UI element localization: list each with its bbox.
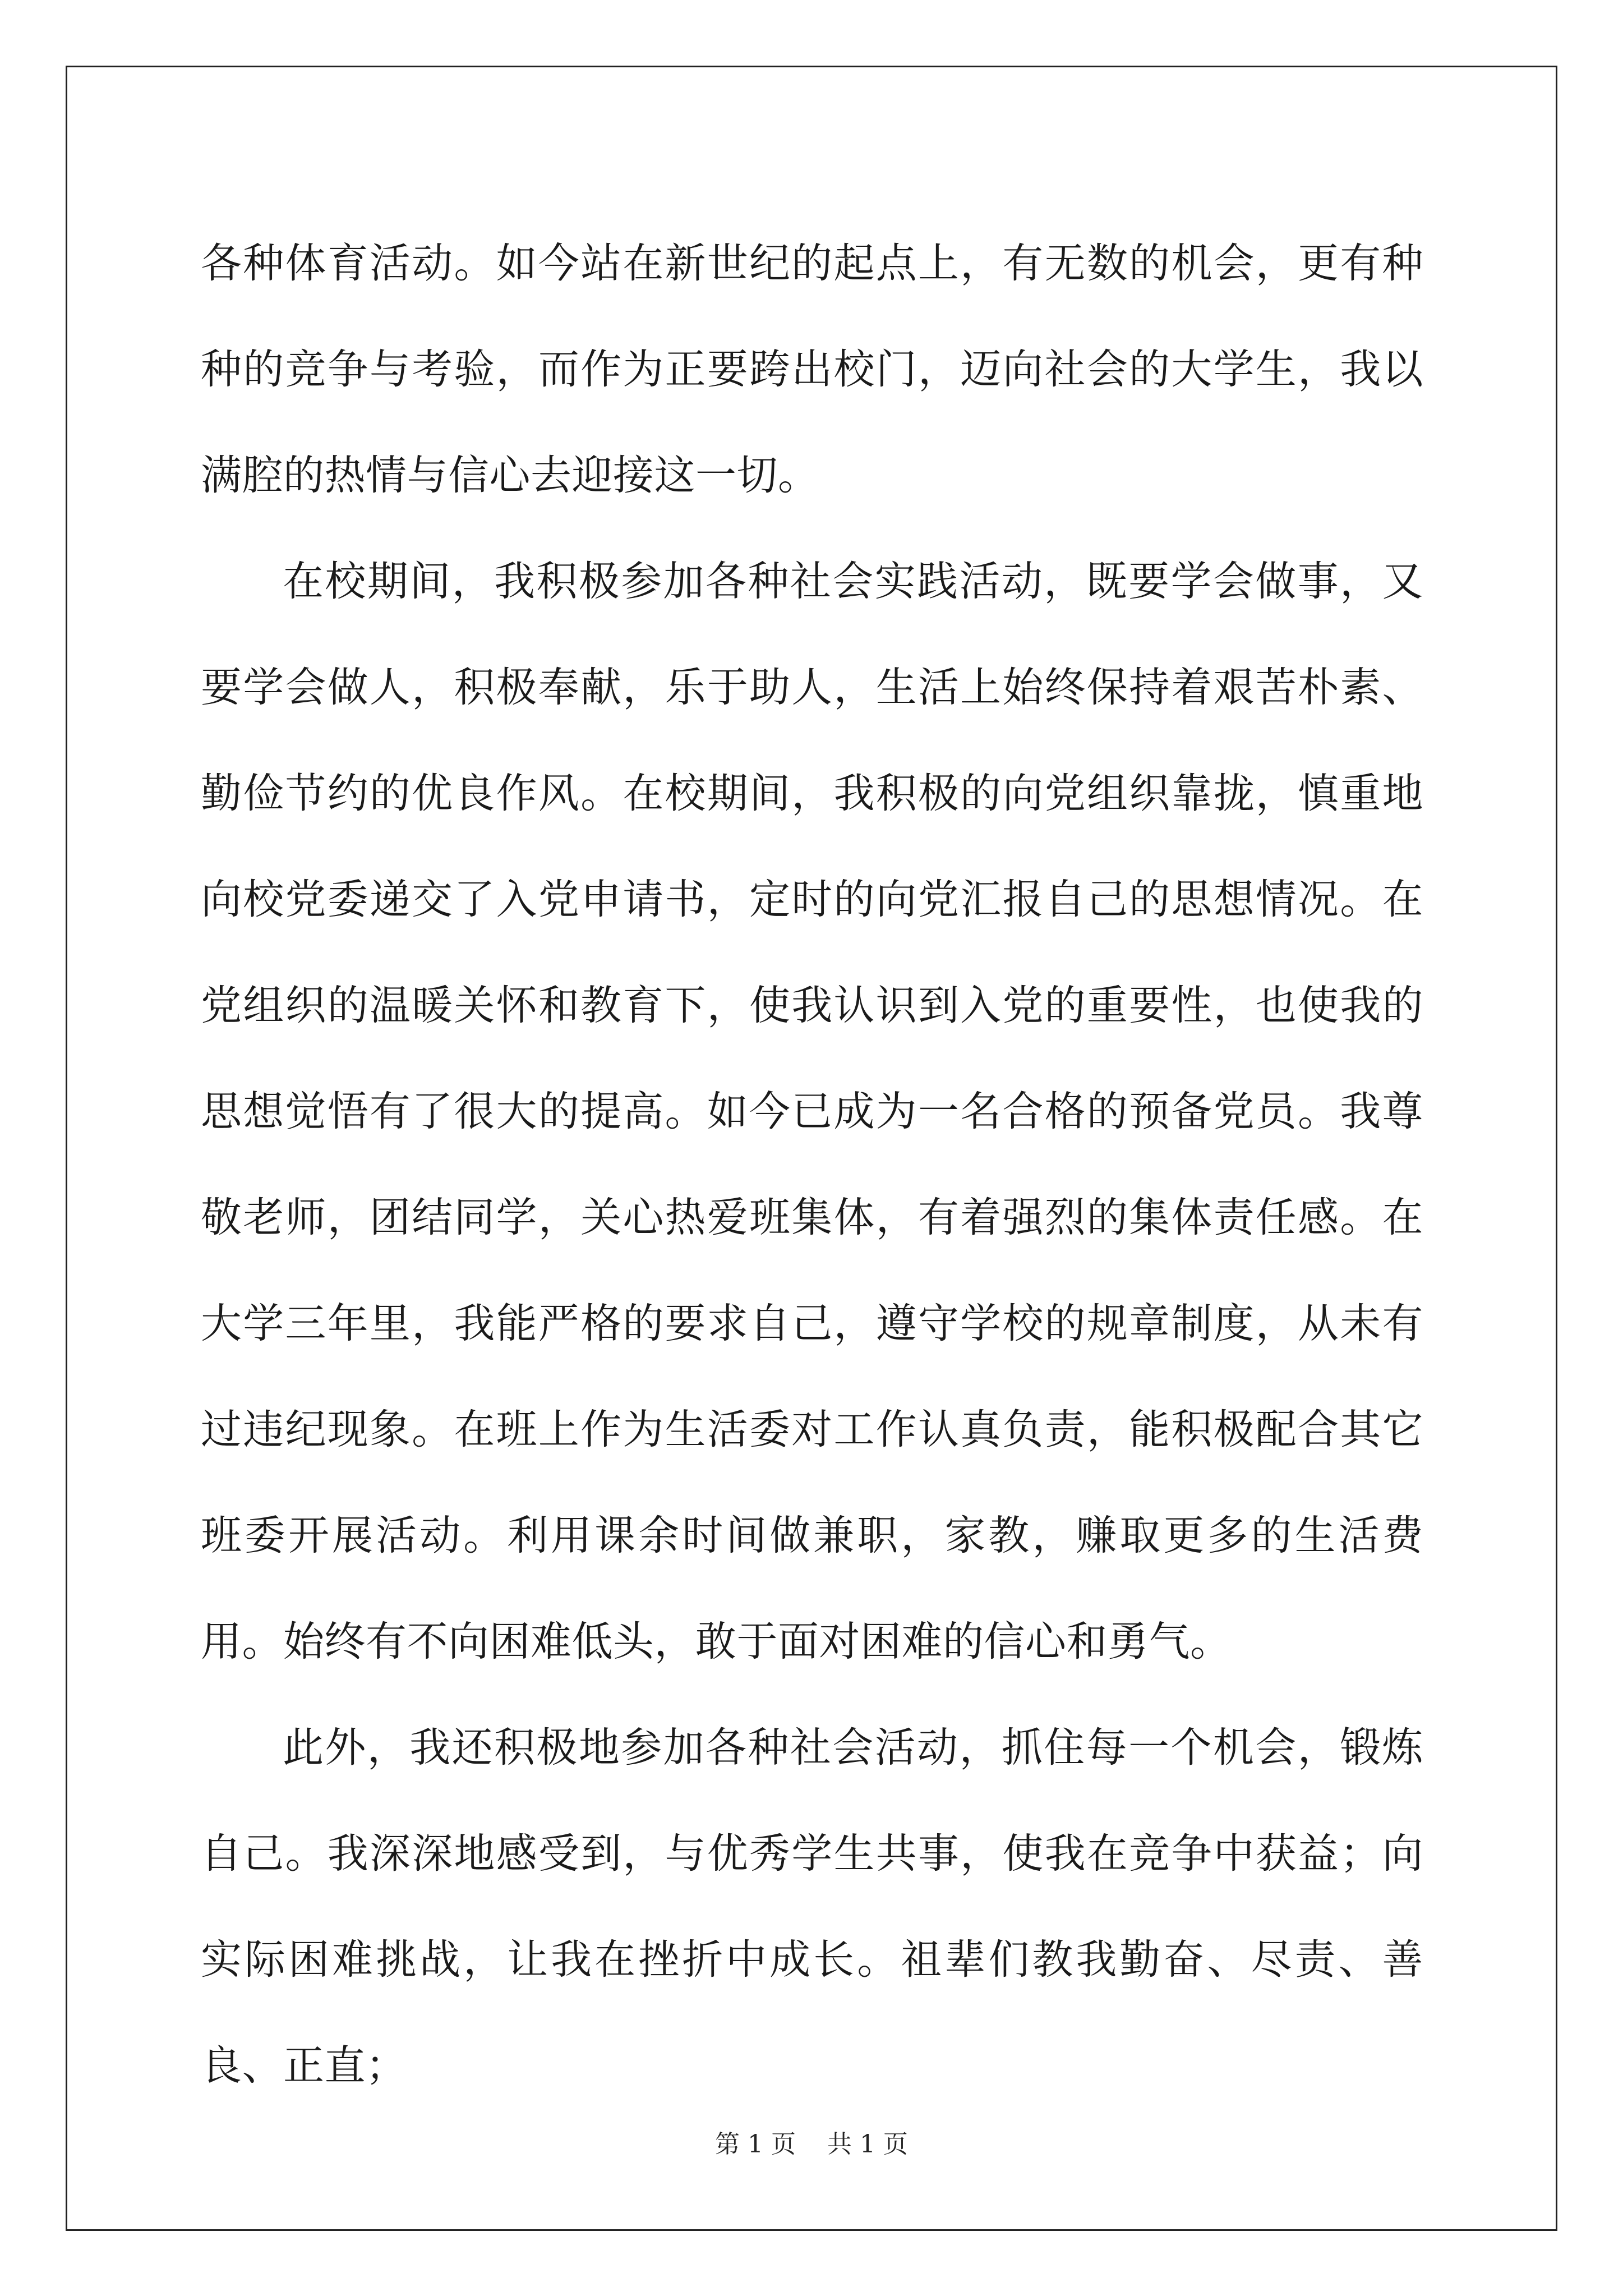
page-footer (0, 2129, 1623, 2160)
paragraph-3: 此外，我还积极地参加各种社会活动，抓住每一个机会，锻炼自己。我深深地感受到，与优秀学生共事，使我在竞争中获益；向实际困难挑战，让我在挫折中成长。祖辈们教我勤奋、尽责、善良、正直； (201, 1724, 1423, 2090)
document-body (201, 210, 1423, 2119)
paragraph-1: 各种体育活动。如今站在新世纪的起点上，有无数的机会，更有种种的竞争与考验，而作为正要跨出校门，迈向社会的大学生，我以满腔的热情与信心去迎接这一切。 (201, 240, 1423, 499)
paragraph-2: 在校期间，我积极参加各种社会实践活动，既要学会做事，又要学会做人，积极奉献，乐于助人，生活上始终保持着艰苦朴素、勤俭节约的优良作风。在校期间，我积极的向党组织靠拢，慎重地向校党委递交了入党申请书，定时的向党汇报自己的思想情况。在党组织的温暖关怀和教育下，使我认识到入党的重要性，也使我的思想觉悟有了很大的提高。如今已成为一名合格的预备党员。我尊敬老师，团结同学，关心热爱班集体，有着强烈的集体责任感。在大学三年里，我能严格的要求自己，遵守学校的规章制度，从未有过违纪现象。在班上作为生活委对工作认真负责，能积极配合其它班委开展活动。利用课余时间做兼职，家教，赚取更多的生活费用。始终有不向困难低头，敢于面对困难的信心和勇气。 (201, 558, 1423, 1665)
page-number-label: 第 1 页 共 1 页 (715, 2130, 908, 2159)
